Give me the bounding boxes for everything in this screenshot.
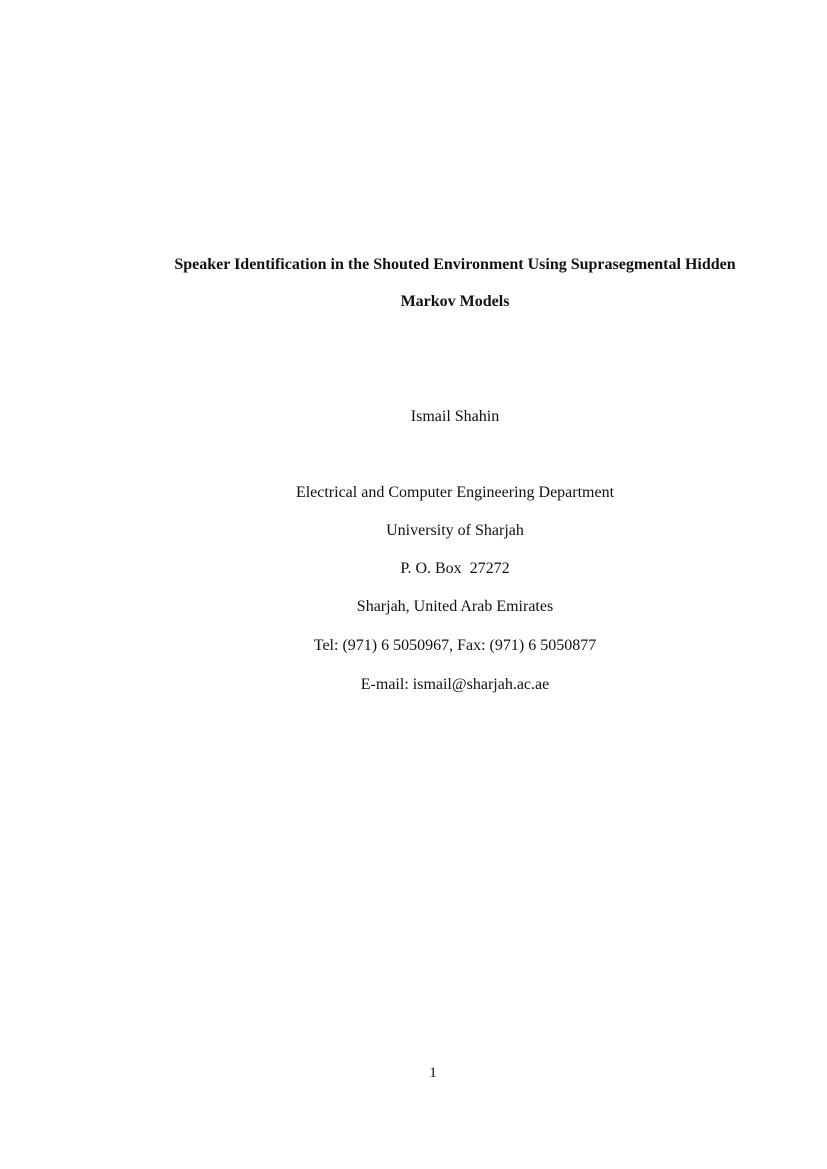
- affiliation-university: University of Sharjah: [386, 522, 524, 539]
- contact-email: E-mail: ismail@sharjah.ac.ae: [360, 676, 550, 693]
- author-name: Ismail Shahin: [410, 408, 500, 425]
- paper-title-line-1: Speaker Identification in the Shouted Environment Using Suprasegmental Hidden: [174, 256, 736, 273]
- page-number: 1: [429, 1065, 437, 1081]
- affiliation-po-box: P. O. Box 27272: [400, 560, 510, 577]
- affiliation-location: Sharjah, United Arab Emirates: [356, 598, 554, 615]
- paper-title-line-2: Markov Models: [400, 293, 510, 310]
- affiliation-department: Electrical and Computer Engineering Department: [295, 484, 615, 501]
- contact-phone-fax: Tel: (971) 6 5050967, Fax: (971) 6 5050877: [313, 637, 597, 654]
